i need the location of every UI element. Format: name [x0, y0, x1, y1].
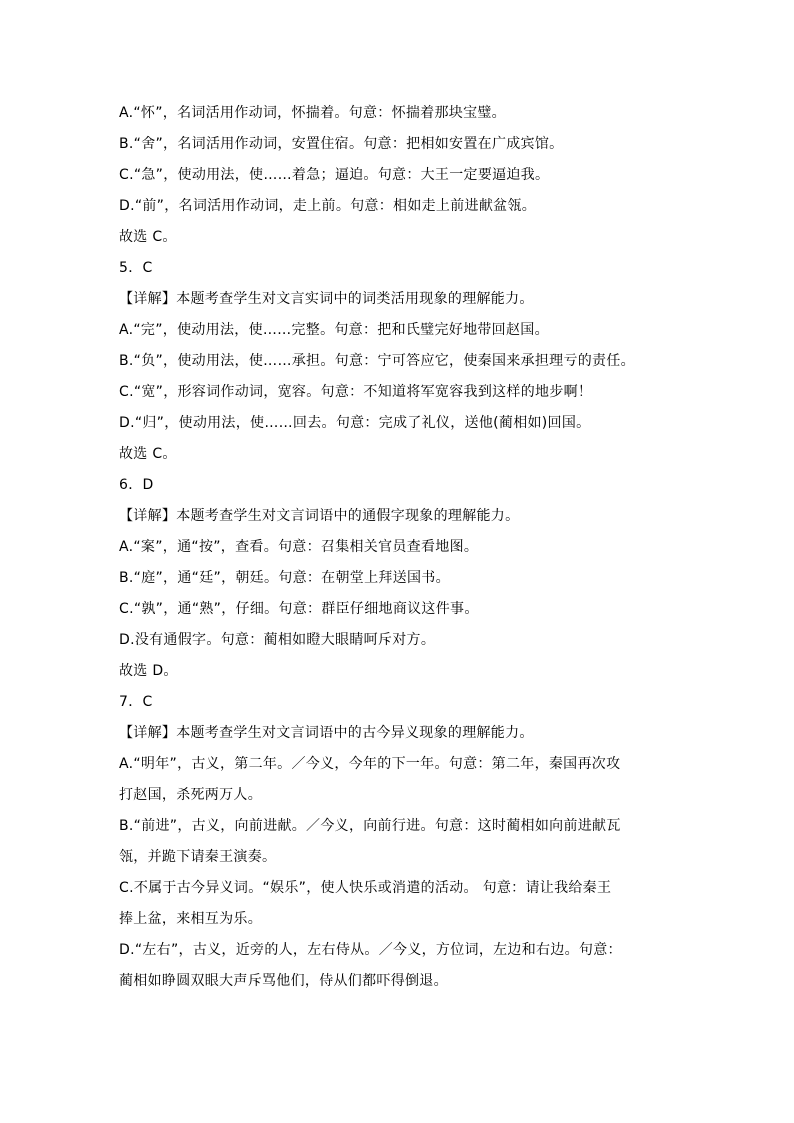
answer-line: D.“左右”，古义，近旁的人，左右侍从。／今义，方位词，左边和右边。句意：: [119, 942, 622, 958]
answer-line: A.“明年”，古义，第二年。／今义，今年的下一年。句意：第二年，秦国再次攻: [119, 756, 621, 772]
answer-line: C.“孰”，通“熟”，仔细。句意：群臣仔细地商议这件事。: [119, 601, 479, 617]
explanation-heading: 【详解】本题考查学生对文言实词中的词类活用现象的理解能力。: [119, 291, 534, 307]
answer-line-continued: 瓴，并跪下请秦王演奏。: [119, 849, 277, 865]
answer-line-continued: 蔺相如睁圆双眼大声斥骂他们，侍从们都吓得倒退。: [119, 973, 448, 989]
answer-line: B.“负”，使动用法，使……承担。句意：宁可答应它，使秦国来承担理亏的责任。: [119, 353, 635, 369]
answer-line: C.“宽”，形容词作动词，宽容。句意：不知道将军宽容我到这样的地步啊！: [119, 384, 593, 400]
answer-line: A.“完”，使动用法，使……完整。句意：把和氏璧完好地带回赵国。: [119, 322, 549, 338]
answer-line-continued: 打赵国，杀死两万人。: [119, 787, 262, 803]
explanation-heading: 【详解】本题考查学生对文言词语中的古今异义现象的理解能力。: [119, 725, 534, 741]
answer-line: A.“案”，通“按”，查看。句意：召集相关官员查看地图。: [119, 539, 479, 555]
answer-line: A.“怀”，名词活用作动词，怀揣着。句意：怀揣着那块宝璧。: [119, 105, 506, 121]
explanation-heading: 【详解】本题考查学生对文言词语中的通假字现象的理解能力。: [119, 508, 520, 524]
answer-line: B.“庭”，通“廷”，朝廷。句意：在朝堂上拜送国书。: [119, 570, 450, 586]
question-number: 7．C: [119, 694, 153, 710]
answer-line: C.“急”，使动用法，使……着急；逼迫。句意：大王一定要逼迫我。: [119, 167, 550, 183]
answer-line: B.“舍”，名词活用作动词，安置住宿。句意：把相如安置在广成宾馆。: [119, 136, 564, 152]
conclusion-line: 故选 D。: [119, 663, 178, 679]
answer-line: D.“归”，使动用法，使……回去。句意：完成了礼仪，送他(蔺相如)回国。: [119, 415, 591, 431]
answer-line: C.不属于古今异义词。“娱乐”，使人快乐或消遣的活动。 句意：请让我给秦王: [119, 880, 612, 896]
answer-line: D.没有通假字。句意：蔺相如瞪大眼睛呵斥对方。: [119, 632, 436, 648]
conclusion-line: 故选 C。: [119, 229, 177, 245]
question-number: 6．D: [119, 477, 154, 493]
conclusion-line: 故选 C。: [119, 446, 177, 462]
answer-line: D.“前”，名词活用作动词，走上前。句意：相如走上前进献盆瓴。: [119, 198, 537, 214]
question-number: 5．C: [119, 260, 153, 276]
answer-line-continued: 捧上盆，来相互为乐。: [119, 911, 262, 927]
answer-line: B.“前进”，古义，向前进献。／今义，向前行进。句意：这时蔺相如向前进献瓦: [119, 818, 621, 834]
